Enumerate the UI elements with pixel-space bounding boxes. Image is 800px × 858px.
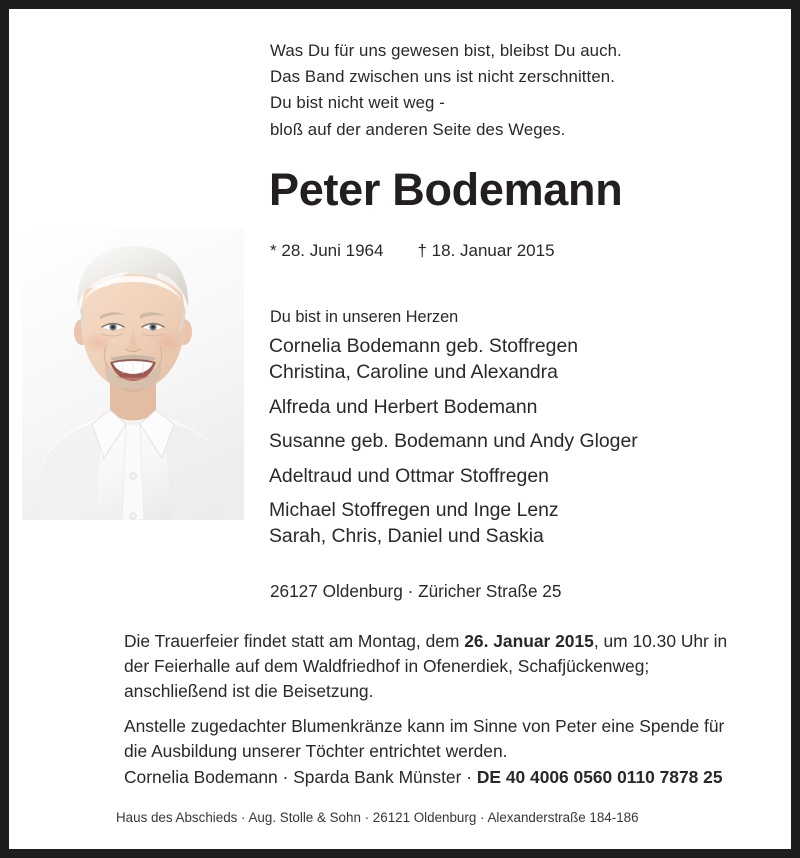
notice-content [11,11,789,847]
mourner-group [269,463,749,489]
family-address: 26127 Oldenburg · Züricher Straße 25 [270,581,562,601]
birth-date: 28. Juni 1964 [281,241,384,260]
mourner-line: Adeltraud und Ottmar Stoffregen [269,464,549,487]
memorial-verse [270,38,740,143]
life-dates [270,239,740,263]
birth-date-group [270,239,383,263]
dedication-line: Du bist in unseren Herzen [270,308,459,326]
bank-name: Sparda Bank Münster [293,767,462,787]
mourner-line: Sarah, Chris, Daniel und Saskia [269,525,544,548]
funeral-service-details [124,629,744,705]
separator-dot: · [461,767,477,787]
verse-line-4: bloß auf der anderen Seite des Weges. [270,119,566,139]
mourner-line: Susanne geb. Bodemann und Andy Gloger [269,430,638,453]
death-date-group [417,239,554,263]
mourner-group [269,394,749,420]
birth-star-icon: * [270,241,277,260]
iban: DE 40 4006 0560 0110 7878 25 [476,767,723,787]
mourner-group [269,497,749,550]
cross-dagger-icon: † [417,241,427,260]
mourner-line: Christina, Caroline und Alexandra [269,361,558,384]
service-date: 26. Januar 2015 [464,631,594,651]
mourner-group [269,428,749,454]
mourner-group [269,333,749,386]
mourner-line: Michael Stoffregen und Inge Lenz [269,499,559,522]
verse-line-2: Das Band zwischen uns ist nicht zerschnitten. [270,67,615,87]
account-holder: Cornelia Bodemann [124,767,278,787]
mourners-list [269,333,749,550]
verse-line-1: Was Du für uns gewesen bist, bleibst Du auch. [270,41,622,60]
verse-line-3: Du bist nicht weit weg - [270,93,445,113]
donation-request: Anstelle zugedachter Blumenkränze kann im Sinne von Peter eine Spende für die Ausbildung unserer Töchter entrichtet werden. [124,716,725,762]
deceased-name: Peter Bodemann [269,164,623,215]
funeral-home-footer: Haus des Abschieds · Aug. Stolle & Sohn · 26121 Oldenburg · Alexanderstraße 184-186 [116,810,639,825]
service-text-prefix: Die Trauerfeier findet statt am Montag, dem [124,631,465,651]
deceased-portrait-photo [22,228,244,520]
donation-bank-details [124,765,764,790]
service-text-suffix: , um 10.30 Uhr in der Feierhalle auf dem Waldfriedhof in Ofenerdiek, Schafjückenweg; anschließend ist die Beisetzung. [124,631,728,702]
separator-dot: · [277,767,294,787]
death-date: 18. Januar 2015 [431,241,555,260]
mourner-line: Cornelia Bodemann geb. Stoffregen [269,335,579,357]
portrait-illustration [22,228,244,520]
mourner-line: Alfreda und Herbert Bodemann [269,395,538,418]
